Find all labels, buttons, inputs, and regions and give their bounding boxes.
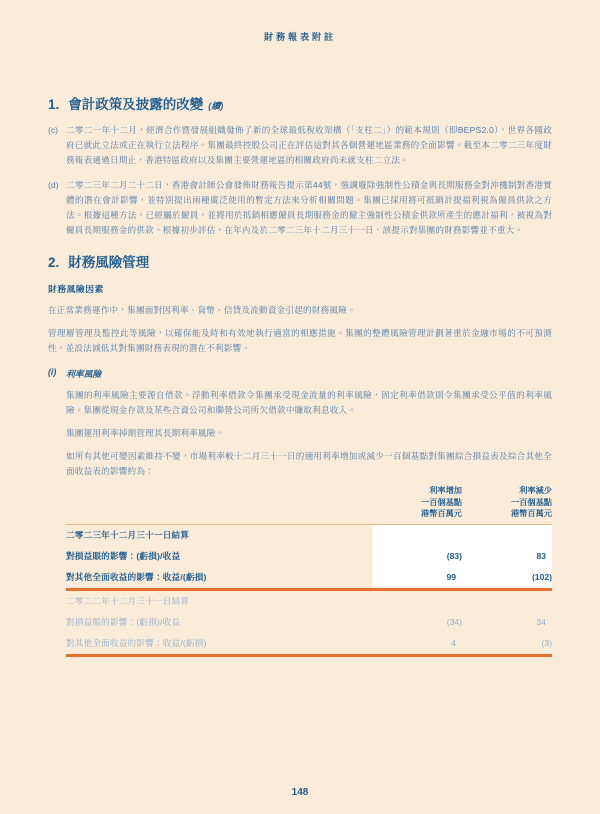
table-row-2022-caption: [66, 591, 552, 612]
value-2023-oci-increase: 99: [372, 567, 462, 588]
row-label-2022-caption: 二零二二年十二月三十一日結算: [66, 596, 190, 606]
table-row-2023-profit-loss: [66, 546, 552, 567]
column-header-rate-increase: [372, 485, 462, 520]
interest-rate-risk-title: 利率風險: [66, 369, 102, 379]
value-2023-pl-decrease: 83: [462, 546, 552, 567]
item-c-label: (c): [48, 125, 59, 135]
value-2022-oci-increase: 4: [451, 638, 456, 648]
item-d-label: (d): [48, 180, 59, 190]
interest-rate-sensitivity-table: [66, 485, 552, 657]
paragraph-item-c: [48, 123, 552, 168]
row-label-profit-loss-2023: 對損益賬的影響：(虧損)/收益: [66, 551, 181, 561]
interest-rate-paragraph-1: 集團的利率風險主要源自借款。浮動利率借款令集團承受現金流量的利率風險，固定利率借款則令集團承受公平值的利率風險。集團從現金存款及某些合資公司和聯營公司所欠借款中賺取利息收入。: [66, 390, 552, 415]
col2-header-line3: 港幣百萬元: [511, 509, 552, 518]
col2-header-line2: 一百個基點: [511, 497, 552, 507]
value-2023-pl-increase: (83): [372, 546, 462, 567]
table-row-2022-profit-loss: [66, 612, 552, 633]
section-2-number: 2.: [48, 255, 60, 270]
section-2-title: [48, 251, 552, 271]
col1-header-line1: 利率增加: [429, 486, 462, 495]
section-1-title: [48, 93, 552, 113]
paragraph-item-d: [48, 178, 552, 238]
interest-rate-risk-heading: [48, 367, 552, 380]
row-2022-caption-spacer-2: [462, 591, 552, 612]
value-2022-pl-increase: (34): [446, 617, 462, 627]
row-label-oci-2022: 對其他全面收益的影響：收益/(虧損): [66, 638, 207, 648]
table-row-2023-caption: [66, 525, 552, 546]
section-1-number: 1.: [48, 97, 60, 112]
table-group-2023: [66, 525, 552, 591]
interest-rate-risk-label: (i): [48, 367, 57, 377]
section-1-heading-text: 會計政策及披露的改變: [68, 97, 204, 112]
col1-header-line2: 一百個基點: [421, 497, 462, 507]
table-row-2022-oci: [66, 633, 552, 654]
table-group-2022: [66, 591, 552, 657]
risk-management-paragraph: 管理層管理及監控此等風險，以確保能及時和有效地執行適當的相應措施。集團的整體風險管理計劃著重於金融市場的不可預測性，並設法減低其對集團財務表現的潛在不利影響。: [48, 328, 552, 353]
page-number: 148: [291, 787, 309, 798]
row-2023-caption-spacer-2: [462, 525, 552, 546]
table-row-2023-oci: [66, 567, 552, 588]
interest-rate-risk-body: [66, 388, 552, 657]
section-accounting-policy-changes: [48, 93, 552, 238]
interest-rate-paragraph-3: 如所有其他可變因素維持不變，市場利率較十二月三十一日的適用利率增加或減少一百個基點對集團綜合損益表及綜合其他全面收益表的影響約為：: [66, 451, 552, 476]
col2-header-line1: 利率減少: [519, 486, 552, 495]
section-2-heading-text: 財務風險管理: [68, 255, 150, 270]
row-label-oci-2023: 對其他全面收益的影響：收益/(虧損): [66, 572, 207, 582]
value-2022-oci-decrease: (3): [541, 638, 552, 648]
risk-overview-paragraph: 在正常業務運作中，集團面對因利率、貨幣、信貸及流動資金引起的財務風險。: [48, 305, 356, 315]
row-2023-caption-spacer-1: [372, 525, 462, 546]
col1-header-line3: 港幣百萬元: [421, 509, 462, 518]
item-c-text: 二零二一年十二月，經濟合作暨發展組織發佈了新的全球最低稅收架構（「支柱二」）的範本規則（即BEPS2.0），世界各國政府已就此立法或正在執行立法程序。集團最終控股公司正在評估這對其各個營運地區業務的全面影響。截至本二零二三年度財務報表通過日期止，香港特區政府以及集團主要營運地區的相關政府尚未就支柱二立法。: [66, 125, 552, 165]
document-header-title: 財務報表附註: [263, 32, 336, 42]
table-header-row: [66, 485, 552, 525]
section-1-continued-marker: (續): [208, 101, 224, 111]
value-2022-pl-decrease: 34: [536, 617, 546, 627]
section-financial-risk-management: [48, 251, 552, 657]
item-d-text: 二零二三年二月二十二日，香港會計師公會發佈財務報告提示第44號，強調廢除強制性公積金與長期服務金對沖機制對香港實體的潛在會計影響，並特別提出兩種廣泛使用的暫定方法來分析相關問題。集團已採用將可抵銷計提福利視為僱員供款之方法。根據這種方法，已經屬於僱員，並將用於抵銷相應僱員長期服務金的僱主強制性公積金供款所產生的應計福利，被視為對僱員長期服務金的供款。根據初步評估，在年內及於二零二三年十二月三十一日，該提示對集團的財務影響並不重大。: [66, 180, 552, 235]
row-2022-caption-spacer-1: [372, 591, 462, 612]
value-2023-oci-decrease: (102): [462, 567, 552, 588]
column-header-rate-decrease: [462, 485, 552, 520]
row-label-profit-loss-2022: 對損益賬的影響：(虧損)/收益: [66, 617, 181, 627]
financial-risk-factors-subheading: 財務風險因素: [48, 284, 104, 294]
interest-rate-paragraph-2: 集團運用利率掉期管理其長期利率風險。: [66, 428, 225, 438]
row-label-2023-caption: 二零二三年十二月三十一日結算: [66, 530, 190, 540]
